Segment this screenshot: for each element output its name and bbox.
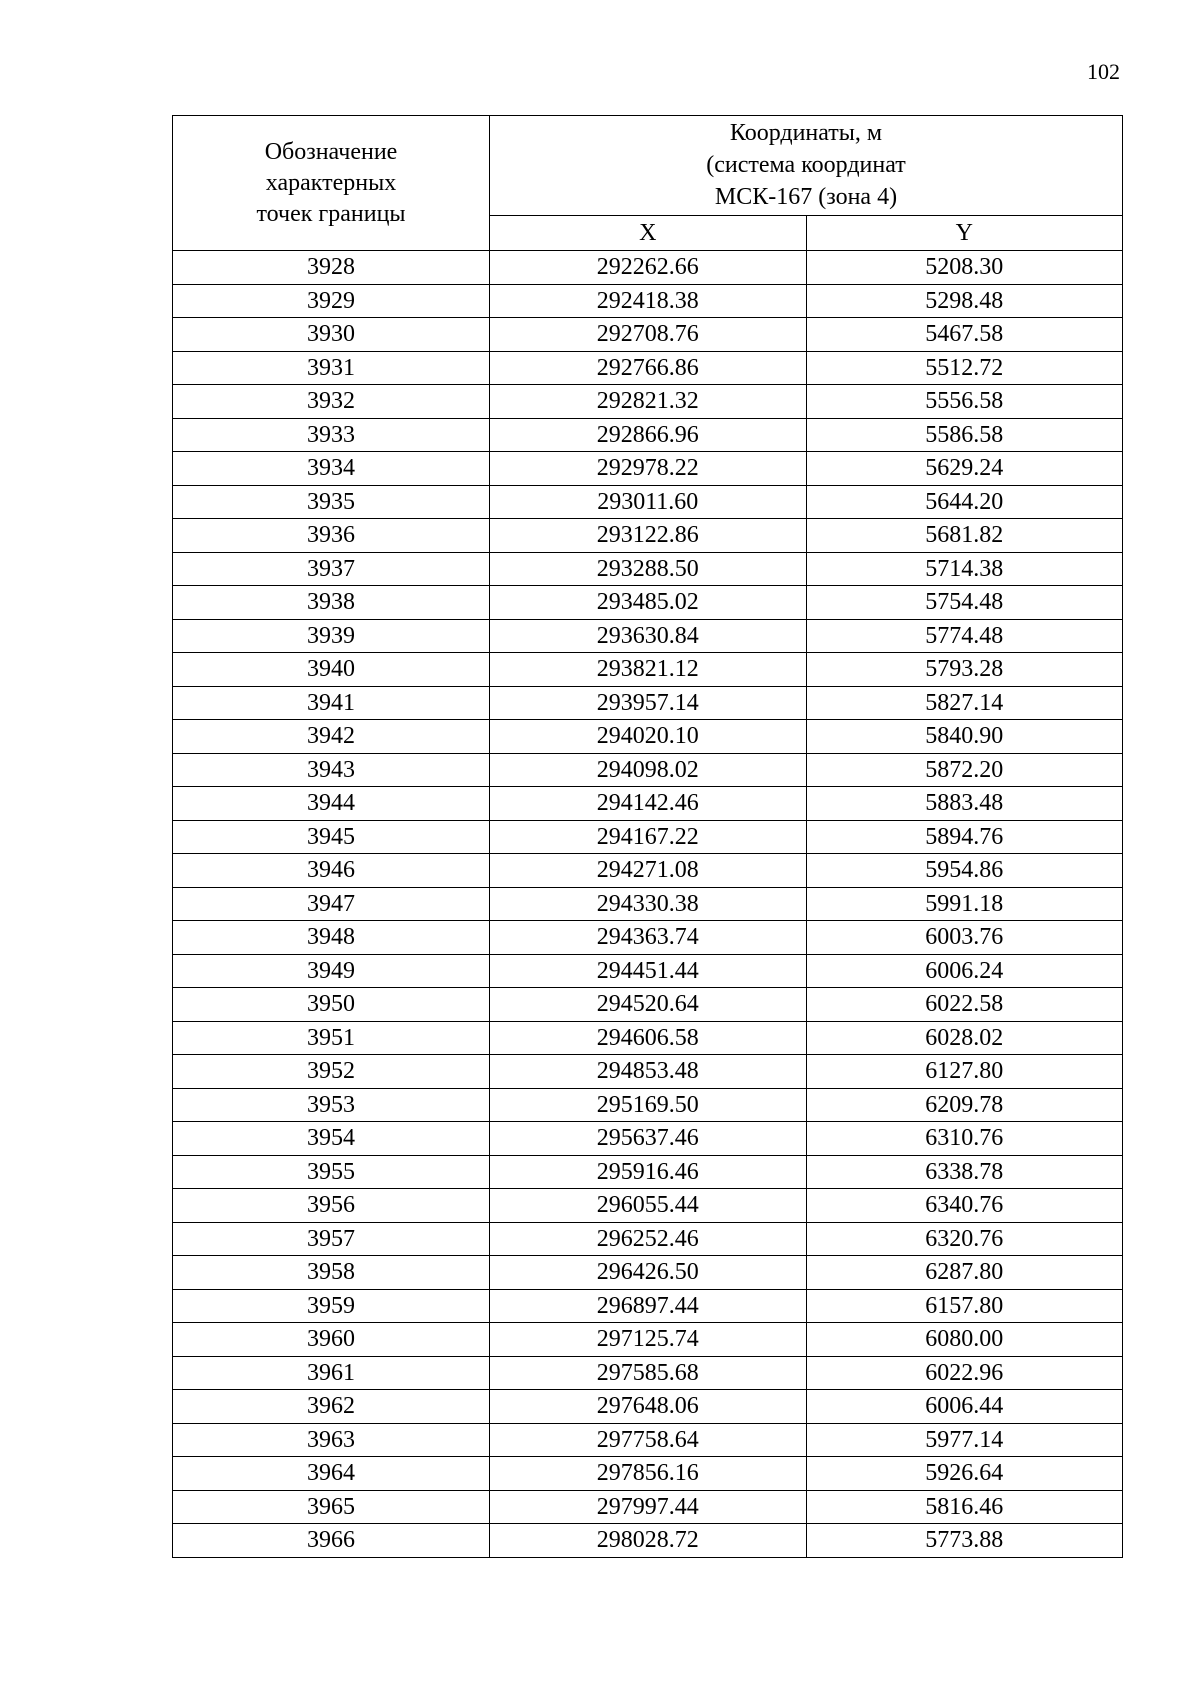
y-coordinate-cell: 6003.76 [806,921,1123,955]
table-row [173,418,1123,452]
x-coordinate-cell: 294451.44 [490,954,807,988]
point-cell: 3936 [173,519,490,553]
x-coordinate-cell: 294020.10 [490,720,807,754]
point-cell: 3951 [173,1021,490,1055]
point-cell: 3962 [173,1390,490,1424]
point-cell: 3950 [173,988,490,1022]
table-row [173,1222,1123,1256]
table-row [173,485,1123,519]
point-cell: 3960 [173,1323,490,1357]
point-cell: 3931 [173,351,490,385]
x-coordinate-cell: 296055.44 [490,1189,807,1223]
y-coordinate-cell: 5754.48 [806,586,1123,620]
table-row [173,1490,1123,1524]
point-cell: 3952 [173,1055,490,1089]
table-row [173,753,1123,787]
y-coordinate-cell: 5926.64 [806,1457,1123,1491]
point-cell: 3929 [173,284,490,318]
point-cell: 3940 [173,653,490,687]
coordinates-header-line: (система координат [706,152,906,179]
x-coordinate-cell: 294330.38 [490,887,807,921]
point-cell: 3937 [173,552,490,586]
table-row [173,1155,1123,1189]
point-cell: 3961 [173,1356,490,1390]
y-coordinate-cell: 5816.46 [806,1490,1123,1524]
x-coordinate-cell: 294098.02 [490,753,807,787]
point-cell: 3965 [173,1490,490,1524]
y-coordinate-cell: 5681.82 [806,519,1123,553]
x-coordinate-cell: 292978.22 [490,452,807,486]
y-coordinate-cell: 5512.72 [806,351,1123,385]
coordinates-header-line: Координаты, м [729,120,883,147]
table-row [173,1289,1123,1323]
point-cell: 3941 [173,686,490,720]
point-cell: 3946 [173,854,490,888]
x-coordinate-cell: 298028.72 [490,1524,807,1558]
point-cell: 3928 [173,251,490,285]
point-cell: 3942 [173,720,490,754]
y-coordinate-cell: 6022.96 [806,1356,1123,1390]
y-coordinate-cell: 5629.24 [806,452,1123,486]
point-cell: 3956 [173,1189,490,1223]
x-coordinate-cell: 292708.76 [490,318,807,352]
table-row [173,1021,1123,1055]
x-coordinate-cell: 294853.48 [490,1055,807,1089]
y-coordinate-cell: 5991.18 [806,887,1123,921]
x-coordinate-cell: 292866.96 [490,418,807,452]
y-coordinate-cell: 6157.80 [806,1289,1123,1323]
y-coordinate-cell: 6287.80 [806,1256,1123,1290]
x-coordinate-cell: 297856.16 [490,1457,807,1491]
x-coordinate-cell: 293821.12 [490,653,807,687]
y-coordinate-cell: 6310.76 [806,1122,1123,1156]
x-coordinate-cell: 292262.66 [490,251,807,285]
table-row [173,284,1123,318]
x-coordinate-cell: 292766.86 [490,351,807,385]
table-row [173,1423,1123,1457]
point-cell: 3943 [173,753,490,787]
table-row [173,1457,1123,1491]
coordinates-header-line: МСК-167 (зона 4) [714,184,898,211]
point-cell: 3934 [173,452,490,486]
point-cell: 3966 [173,1524,490,1558]
x-coordinate-cell: 292821.32 [490,385,807,419]
y-coordinate-cell: 5298.48 [806,284,1123,318]
x-coordinate-cell: 293288.50 [490,552,807,586]
y-coordinate-cell: 6022.58 [806,988,1123,1022]
x-coordinate-cell: 294167.22 [490,820,807,854]
point-cell: 3958 [173,1256,490,1290]
x-coordinate-cell: 293957.14 [490,686,807,720]
table-row [173,452,1123,486]
y-coordinate-cell: 6338.78 [806,1155,1123,1189]
table-row [173,619,1123,653]
y-coordinate-cell: 6006.24 [806,954,1123,988]
table-row [173,1189,1123,1223]
y-coordinate-cell: 6006.44 [806,1390,1123,1424]
table-row [173,251,1123,285]
table-row [173,653,1123,687]
point-cell: 3957 [173,1222,490,1256]
table-row [173,787,1123,821]
y-coordinate-cell: 5827.14 [806,686,1123,720]
table-header [173,116,1123,251]
y-coordinate-cell: 5586.58 [806,418,1123,452]
point-cell: 3944 [173,787,490,821]
y-coordinate-cell: 5883.48 [806,787,1123,821]
table-row [173,385,1123,419]
point-cell: 3935 [173,485,490,519]
x-coordinate-cell: 296897.44 [490,1289,807,1323]
point-cell: 3964 [173,1457,490,1491]
point-cell: 3953 [173,1088,490,1122]
y-coordinate-cell: 5556.58 [806,385,1123,419]
y-coordinate-cell: 6080.00 [806,1323,1123,1357]
point-cell: 3939 [173,619,490,653]
x-coordinate-cell: 292418.38 [490,284,807,318]
x-coordinate-cell: 297125.74 [490,1323,807,1357]
table-body [173,251,1123,1558]
x-coordinate-cell: 297997.44 [490,1490,807,1524]
table-row [173,954,1123,988]
point-cell: 3932 [173,385,490,419]
table-row [173,586,1123,620]
point-label-header-line: характерных [265,169,397,196]
y-coordinate-cell: 5793.28 [806,653,1123,687]
y-coordinate-cell: 6320.76 [806,1222,1123,1256]
table-row [173,1524,1123,1558]
point-cell: 3938 [173,586,490,620]
y-coordinate-cell: 5977.14 [806,1423,1123,1457]
x-coordinate-cell: 293011.60 [490,485,807,519]
point-cell: 3955 [173,1155,490,1189]
x-coordinate-cell: 297648.06 [490,1390,807,1424]
x-coordinate-cell: 294606.58 [490,1021,807,1055]
x-coordinate-cell: 293630.84 [490,619,807,653]
y-coordinate-cell: 5774.48 [806,619,1123,653]
y-coordinate-cell: 5773.88 [806,1524,1123,1558]
point-label-header [173,116,490,251]
point-cell: 3959 [173,1289,490,1323]
y-coordinate-cell: 5644.20 [806,485,1123,519]
table-row [173,720,1123,754]
point-cell: 3945 [173,820,490,854]
point-cell: 3954 [173,1122,490,1156]
point-label-header-line: точек границы [256,200,406,227]
y-coordinate-cell: 6028.02 [806,1021,1123,1055]
page-number: 102 [1087,59,1120,84]
y-coordinate-cell: 6127.80 [806,1055,1123,1089]
y-coordinate-cell: 6340.76 [806,1189,1123,1223]
table-row [173,318,1123,352]
table-row [173,1390,1123,1424]
coordinates-group-header [490,116,1123,216]
x-coordinate-cell: 294520.64 [490,988,807,1022]
table-row [173,519,1123,553]
coordinates-table [172,115,1123,1558]
table-row [173,1356,1123,1390]
y-coordinate-cell: 5467.58 [806,318,1123,352]
x-coordinate-cell: 294363.74 [490,921,807,955]
table-row [173,1122,1123,1156]
x-coordinate-cell: 295916.46 [490,1155,807,1189]
x-coordinate-cell: 295637.46 [490,1122,807,1156]
table-row [173,921,1123,955]
x-coordinate-cell: 293485.02 [490,586,807,620]
table-row [173,887,1123,921]
table-row [173,1055,1123,1089]
x-coordinate-cell: 297585.68 [490,1356,807,1390]
x-coordinate-cell: 295169.50 [490,1088,807,1122]
y-coordinate-cell: 5840.90 [806,720,1123,754]
point-cell: 3930 [173,318,490,352]
table-row [173,988,1123,1022]
table-row [173,1323,1123,1357]
point-cell: 3948 [173,921,490,955]
point-cell: 3933 [173,418,490,452]
x-coordinate-cell: 296426.50 [490,1256,807,1290]
point-cell: 3947 [173,887,490,921]
y-coordinate-cell: 5894.76 [806,820,1123,854]
y-coordinate-cell: 6209.78 [806,1088,1123,1122]
y-coordinate-cell: 5954.86 [806,854,1123,888]
x-coordinate-cell: 293122.86 [490,519,807,553]
x-coordinate-cell: 297758.64 [490,1423,807,1457]
table-row [173,1256,1123,1290]
x-coordinate-cell: 294142.46 [490,787,807,821]
x-coordinate-cell: 296252.46 [490,1222,807,1256]
table-row [173,820,1123,854]
y-coordinate-cell: 5872.20 [806,753,1123,787]
x-coordinate-cell: 294271.08 [490,854,807,888]
point-cell: 3949 [173,954,490,988]
y-column-header: Y [806,215,1123,250]
y-coordinate-cell: 5714.38 [806,552,1123,586]
table-row [173,351,1123,385]
x-column-header: X [490,215,807,250]
table-row [173,686,1123,720]
table-row [173,552,1123,586]
y-coordinate-cell: 5208.30 [806,251,1123,285]
table-row [173,854,1123,888]
point-cell: 3963 [173,1423,490,1457]
table-row [173,1088,1123,1122]
point-label-header-line: Обозначение [264,138,398,165]
